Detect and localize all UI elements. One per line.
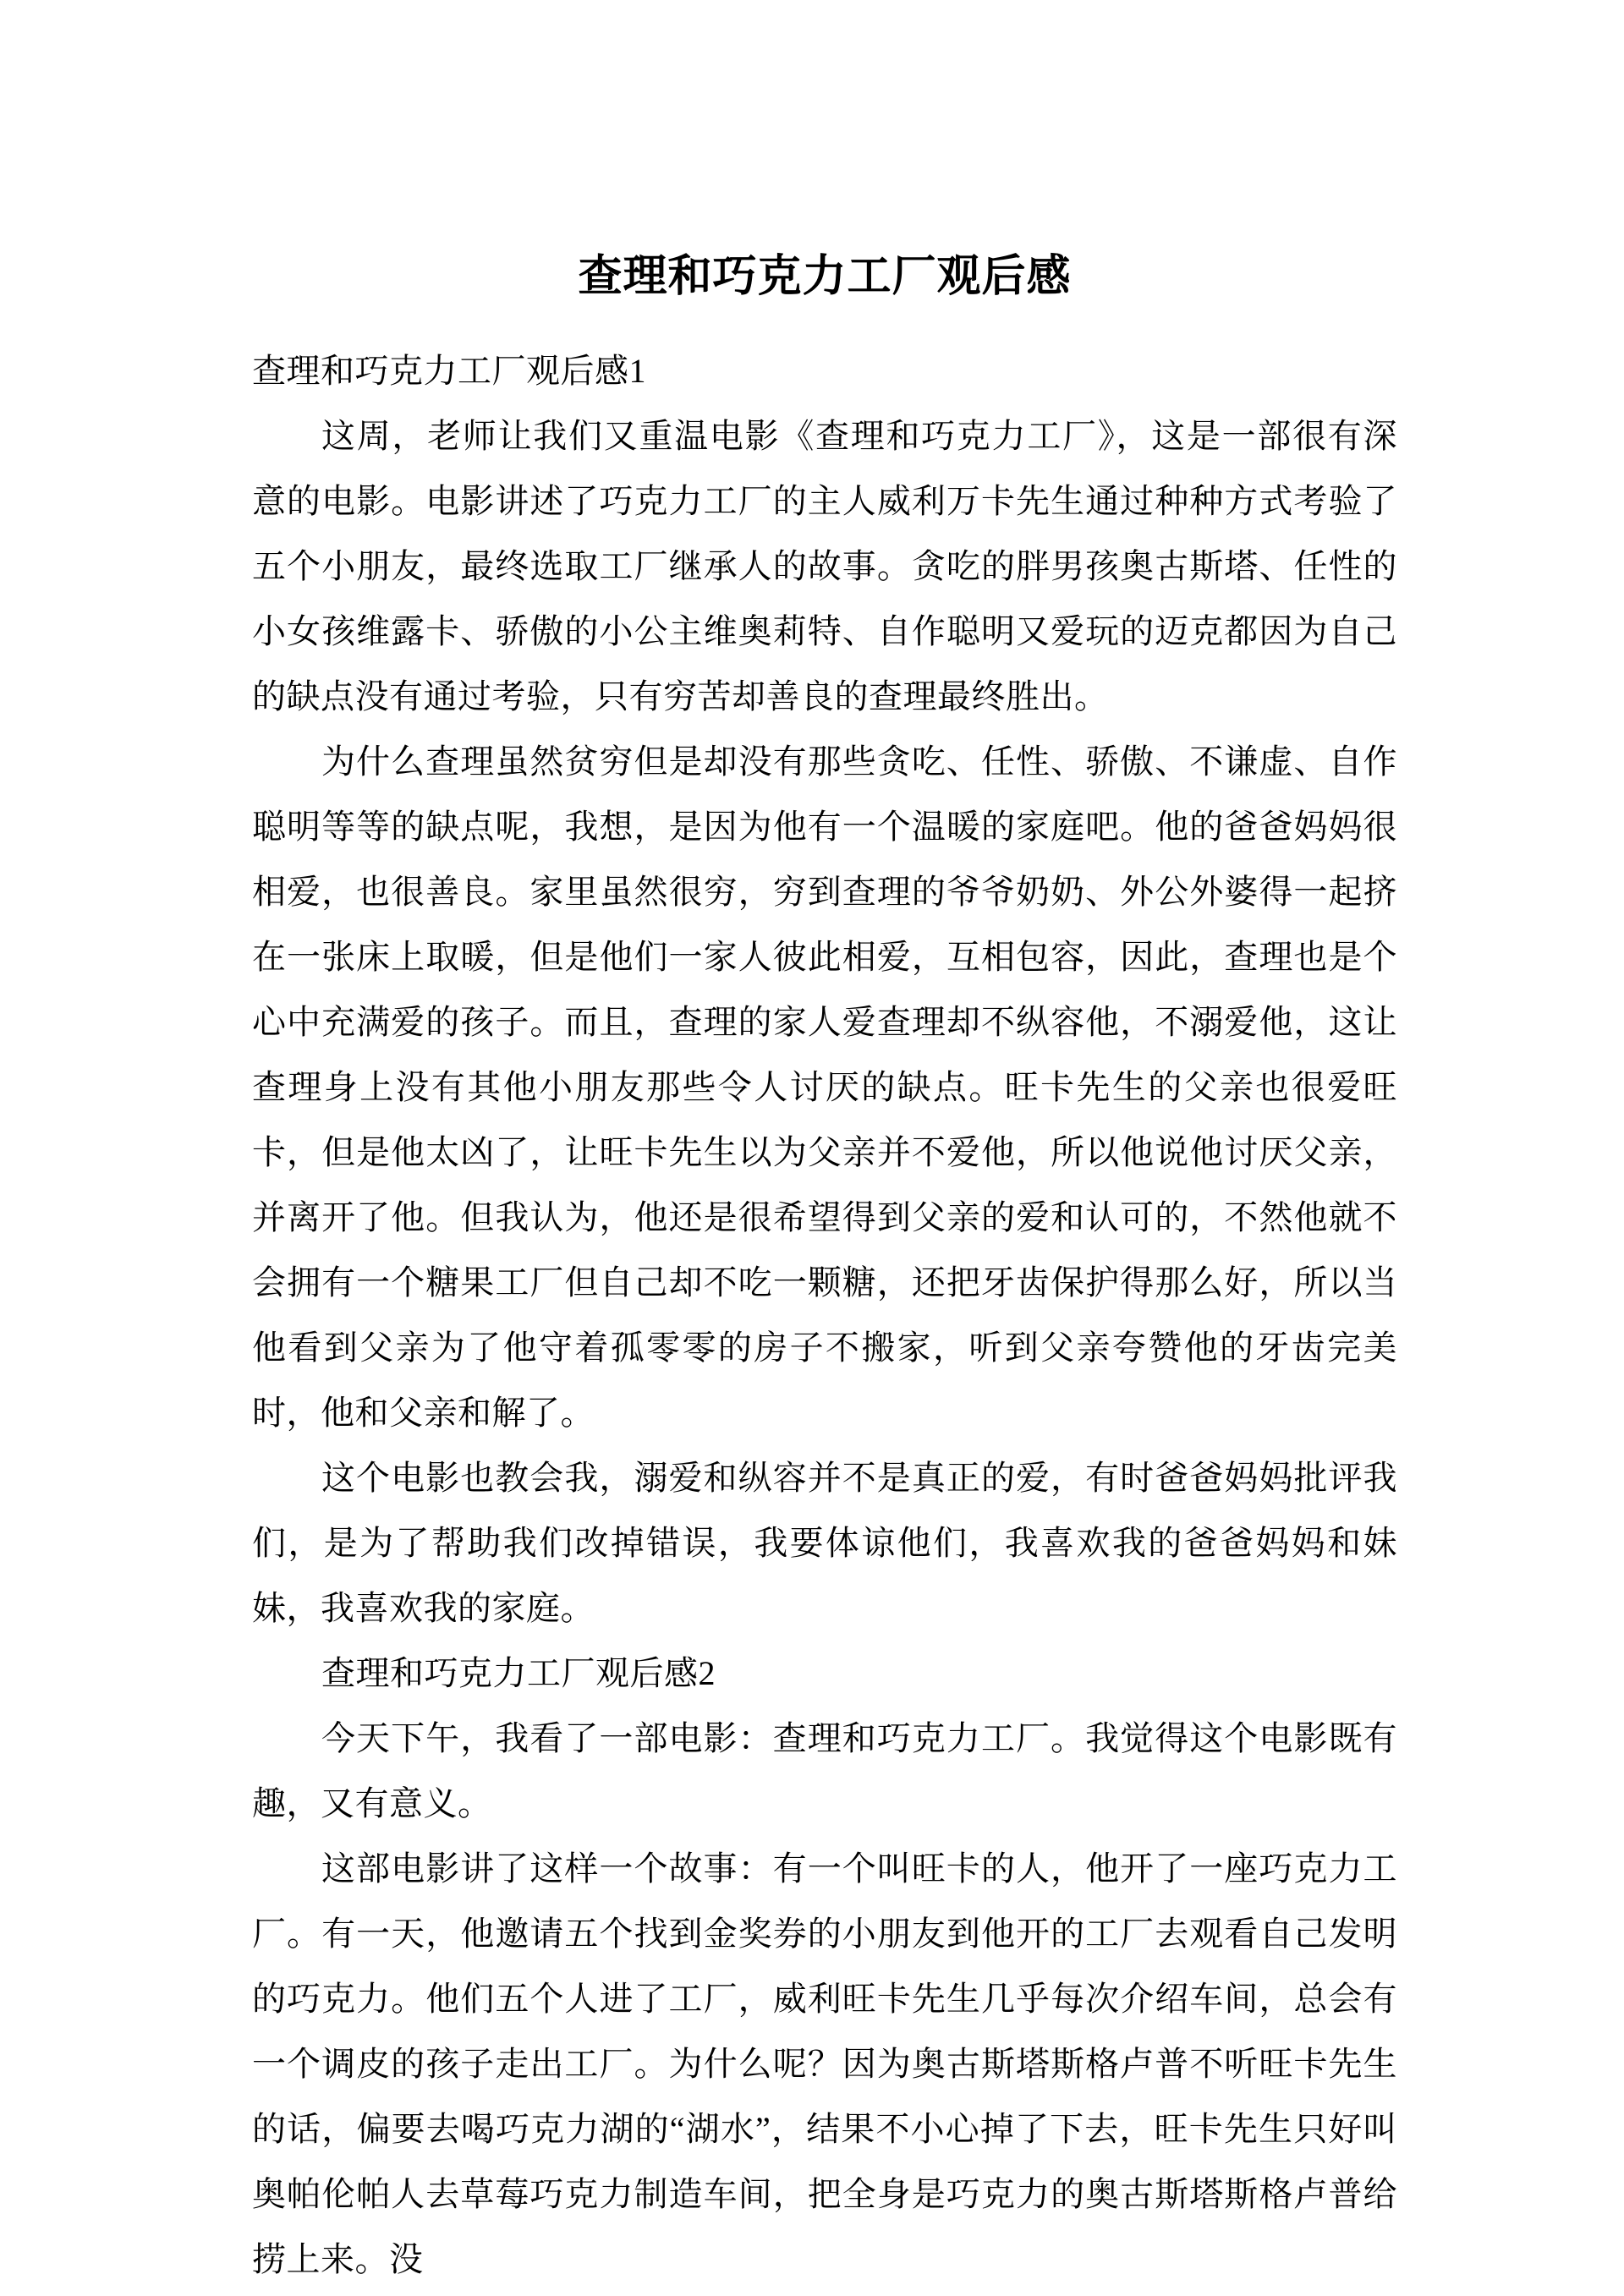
- paragraph-section-heading-1: 查理和巧克力工厂观后感1: [252, 352, 646, 390]
- paragraph: 为什么查理虽然贫穷但是却没有那些贪吃、任性、骄傲、不谦虚、自作聪明等等的缺点呢，我想，是因为他有一个温暖的家庭吧。他的爸爸妈妈很相爱，也很善良。家里虽然很穷，穷到查理的爷爷奶奶、外公外婆得一起挤在一张床上取暖，但是他们一家人彼此相爱，互相包容，因此，查理也是个心中充满爱的孩子。而且，查理的家人爱查理却不纵容他，不溺爱他，这让查理身上没有其他小朋友那些令人讨厌的缺点。旺卡先生的父亲也很爱旺卡，但是他太凶了，让旺卡先生以为父亲并不爱他，所以他说他讨厌父亲，并离开了他。但我认为，他还是很希望得到父亲的爱和认可的，不然他就不会拥有一个糖果工厂但自己却不吃一颗糖，还把牙齿保护得那么好，所以当他看到父亲为了他守着孤零零的房子不搬家，听到父亲夸赞他的牙齿完美时，他和父亲和解了。: [252, 743, 1397, 1432]
- paragraph: 这个电影也教会我，溺爱和纵容并不是真正的爱，有时爸爸妈妈批评我们，是为了帮助我们改掉错误，我要体谅他们，我喜欢我的爸爸妈妈和妹妹，我喜欢我的家庭。: [252, 1459, 1397, 1627]
- paragraph: 今天下午，我看了一部电影：查理和巧克力工厂。我觉得这个电影既有趣，又有意义。: [252, 1719, 1397, 1822]
- paragraph: 这周，老师让我们又重温电影《查理和巧克力工厂》，这是一部很有深意的电影。电影讲述了巧克力工厂的主人威利万卡先生通过种种方式考验了五个小朋友，最终选取工厂继承人的故事。贪吃的胖男孩奥古斯塔、任性的小女孩维露卡、骄傲的小公主维奥莉特、自作聪明又爱玩的迈克都因为自己的缺点没有通过考验，只有穷苦却善良的查理最终胜出。: [252, 417, 1397, 715]
- document-title: 查理和巧克力工厂观后感: [578, 253, 1072, 301]
- paragraph: 这部电影讲了这样一个故事：有一个叫旺卡的人，他开了一座巧克力工厂。有一天，他邀请五个找到金奖券的小朋友到他开的工厂去观看自己发明的巧克力。他们五个人进了工厂，威利旺卡先生几乎每次介绍车间，总会有一个调皮的孩子走出工厂。为什么呢？因为奥古斯塔斯格卢普不听旺卡先生的话，偏要去喝巧克力湖的“湖水”，结果不小心掉了下去，旺卡先生只好叫奥帕伦帕人去草莓巧克力制造车间，把全身是巧克力的奥古斯塔斯格卢普给捞上来。没: [252, 1849, 1397, 2278]
- paragraph-section-heading-2: 查理和巧克力工厂观后感2: [321, 1654, 716, 1692]
